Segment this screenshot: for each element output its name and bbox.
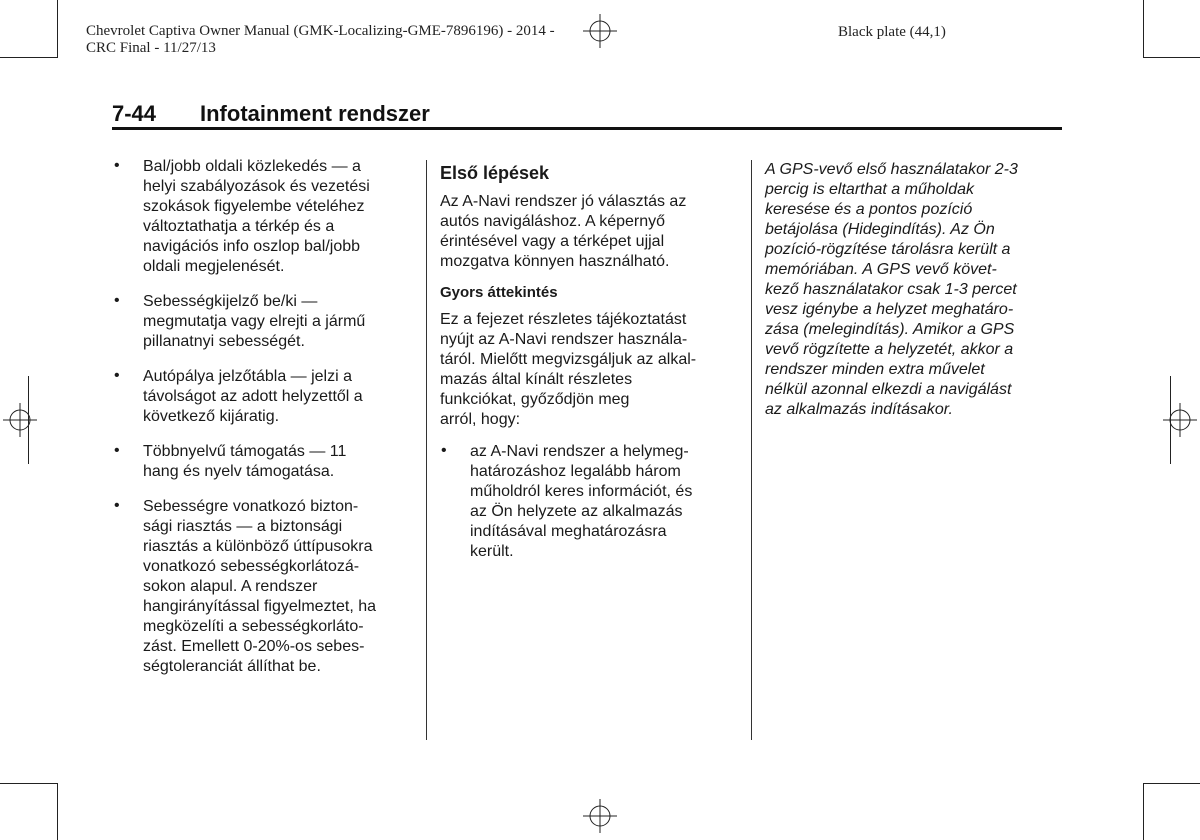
text-line: helyi szabályozások és vezetési [143,178,370,195]
text-line: megmutatja vagy elrejti a jármű [143,313,366,330]
text-line: műholdról keres információt, és [470,483,693,500]
text-line: került. [470,543,514,560]
text-line: hang és nyelv támogatása. [143,463,335,480]
crop-mark-icon [1143,783,1144,840]
bullet-icon: • [114,157,120,174]
text-line: zást. Emellett 0-20%-os sebes- [143,638,365,655]
text-line: Sebességkijelző be/ki — [143,293,318,310]
text-line: nyújt az A-Navi rendszer használa- [440,331,688,348]
text-line: Az A-Navi rendszer jó választás az [440,193,687,210]
text-line: A GPS-vevő első használatakor 2-3 [765,161,1018,178]
list-item [113,497,418,677]
crosshair-registration-icon [583,799,617,833]
text-line: Autópálya jelzőtábla — jelzi a [143,368,353,385]
text-line: pozíció-rögzítése tárolásra került a [765,241,1011,258]
column-divider [751,160,752,740]
crop-mark-icon [1170,376,1171,464]
text-line: táról. Mielőtt megvizsgáljuk az alkal- [440,351,697,368]
text-line: Többnyelvű támogatás — 11 [143,443,347,460]
text-line: vonatkozó sebességkorlátozá- [143,558,360,575]
text-line: következő kijáratig. [143,408,280,425]
text-line: rendszer minden extra művelet [765,361,985,378]
column-divider [426,160,427,740]
crop-mark-icon [1143,0,1144,58]
list-item [113,157,418,277]
text-line: nélkül azonnal elkezdi a navigálást [765,381,1012,398]
bullet-icon: • [114,497,120,514]
text-line: az Ön helyzete az alkalmazás [470,503,683,520]
text-line: szokások figyelembe vételéhez [143,198,365,215]
header-line-2: CRC Final - 11/27/13 [86,40,216,56]
text-line: zása (melegindítás). Amikor a GPS [765,321,1015,338]
crosshair-registration-icon [1163,403,1197,437]
text-line: mozgatva könnyen használható. [440,253,670,270]
text-line: ségtoleranciát állíthat be. [143,658,321,675]
list-item [113,442,418,482]
text-line: sági riasztás — a biztonsági [143,518,343,535]
text-line: funkciókat, győződjön meg [440,391,630,408]
crop-mark-icon [28,376,29,464]
list-item [440,442,740,562]
list-item [113,292,418,352]
crosshair-registration-icon [583,14,617,48]
text-line: változtathatja a térkép és a [143,218,335,235]
crop-mark-icon [0,57,58,58]
text-line: távolságot az adott helyzettől a [143,388,363,405]
plate-label: Black plate (44,1) [838,24,946,40]
column-2 [440,162,740,577]
column-3 [765,160,1065,420]
text-line: az alkalmazás indításakor. [765,401,953,418]
bullet-icon: • [441,442,447,459]
text-line: kező használatakor csak 1-3 percet [765,281,1017,298]
title-rule [112,127,1062,130]
crop-mark-icon [1143,783,1200,784]
text-line: riasztás a különböző úttípusokra [143,538,373,555]
bullet-icon: • [114,292,120,309]
text-line: Bal/jobb oldali közlekedés — a [143,158,361,175]
crop-mark-icon [57,783,58,840]
text-line: érintésével vagy a térképet ujjal [440,233,665,250]
crop-mark-icon [1143,57,1200,58]
text-line: autós navigáláshoz. A képernyő [440,213,666,230]
crop-mark-icon [57,0,58,58]
text-line: arról, hogy: [440,411,521,428]
text-line: memóriában. A GPS vevő követ- [765,261,997,278]
header-line-1: Chevrolet Captiva Owner Manual (GMK-Localizing-GME-7896196) - 2014 - [86,23,555,39]
text-line: navigációs info oszlop bal/jobb [143,238,361,255]
list-item [113,367,418,427]
text-line: vevő rögzítette a helyzetét, akkor a [765,341,1014,358]
text-line: vesz igénybe a helyzet meghatáro- [765,301,1014,318]
text-line: határozáshoz legalább három [470,463,681,480]
text-line: sokon alapul. A rendszer [143,578,318,595]
crop-mark-icon [0,783,58,784]
text-line: indításával meghatározásra [470,523,667,540]
text-line: oldali megjelenését. [143,258,285,275]
text-line: az A-Navi rendszer a helymeg- [470,443,689,460]
page-number: 7-44 [112,101,157,126]
text-line: mazás által kínált részletes [440,371,633,388]
bullet-icon: • [114,367,120,384]
section-heading: Első lépések [440,163,550,183]
bullet-icon: • [114,442,120,459]
column-1 [113,157,418,692]
text-line: percig is eltarthat a műholdak [765,181,974,198]
text-line: keresése és a pontos pozíció [765,201,973,218]
text-line: betájolása (Hidegindítás). Az Ön [765,221,995,238]
text-line: Sebességre vonatkozó bizton- [143,498,359,515]
text-line: megközelíti a sebességkorláto- [143,618,364,635]
text-line: hangirányítással figyelmeztet, ha [143,598,377,615]
page-title: Infotainment rendszer [200,101,430,126]
text-line: Ez a fejezet részletes tájékoztatást [440,311,687,328]
text-line: pillanatnyi sebességét. [143,333,305,350]
subsection-heading: Gyors áttekintés [440,284,558,301]
crosshair-registration-icon [3,403,37,437]
